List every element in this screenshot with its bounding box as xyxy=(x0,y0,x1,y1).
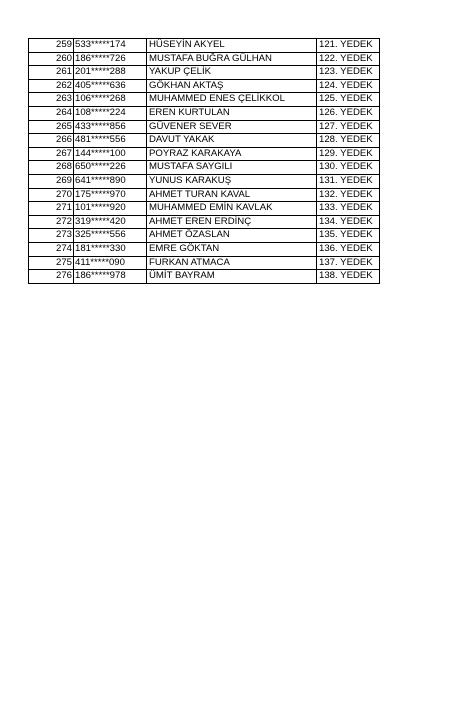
masked-id-cell: 533*****174 xyxy=(74,39,147,53)
row-number-cell: 273 xyxy=(29,229,74,243)
masked-id-cell: 201*****288 xyxy=(74,66,147,80)
masked-id-cell: 650*****226 xyxy=(74,161,147,175)
table-row xyxy=(29,93,380,107)
result-cell: 137. YEDEK xyxy=(317,256,380,270)
full-name-cell: MUSTAFA SAYGILI xyxy=(147,161,317,175)
row-number-cell: 263 xyxy=(29,93,74,107)
masked-id-cell: 319*****420 xyxy=(74,215,147,229)
full-name-cell: HÜSEYİN AKYEL xyxy=(147,39,317,53)
result-cell: 124. YEDEK xyxy=(317,79,380,93)
full-name-cell: YUNUS KARAKUŞ xyxy=(147,174,317,188)
table-row xyxy=(29,202,380,216)
table-row xyxy=(29,161,380,175)
result-cell: 129. YEDEK xyxy=(317,147,380,161)
full-name-cell: YAKUP ÇELİK xyxy=(147,66,317,80)
full-name-cell: MUHAMMED ENES ÇELİKKOL xyxy=(147,93,317,107)
result-cell: 123. YEDEK xyxy=(317,66,380,80)
table-row xyxy=(29,174,380,188)
row-number-cell: 266 xyxy=(29,134,74,148)
full-name-cell: MUSTAFA BUĞRA GÜLHAN xyxy=(147,52,317,66)
row-number-cell: 268 xyxy=(29,161,74,175)
full-name-cell: AHMET EREN ERDİNÇ xyxy=(147,215,317,229)
masked-id-cell: 186*****978 xyxy=(74,270,147,284)
row-number-cell: 264 xyxy=(29,106,74,120)
table-row xyxy=(29,256,380,270)
table-row xyxy=(29,134,380,148)
full-name-cell: DAVUT YAKAK xyxy=(147,134,317,148)
row-number-cell: 272 xyxy=(29,215,74,229)
full-name-cell: FURKAN ATMACA xyxy=(147,256,317,270)
full-name-cell: POYRAZ KARAKAYA xyxy=(147,147,317,161)
row-number-cell: 269 xyxy=(29,174,74,188)
full-name-cell: ÜMİT BAYRAM xyxy=(147,270,317,284)
table-row xyxy=(29,188,380,202)
result-cell: 131. YEDEK xyxy=(317,174,380,188)
masked-id-cell: 481*****556 xyxy=(74,134,147,148)
table-row xyxy=(29,120,380,134)
results-table xyxy=(28,38,380,284)
masked-id-cell: 433*****856 xyxy=(74,120,147,134)
table-row xyxy=(29,52,380,66)
result-cell: 122. YEDEK xyxy=(317,52,380,66)
full-name-cell: GÖKHAN AKTAŞ xyxy=(147,79,317,93)
result-cell: 136. YEDEK xyxy=(317,242,380,256)
result-cell: 125. YEDEK xyxy=(317,93,380,107)
result-cell: 127. YEDEK xyxy=(317,120,380,134)
row-number-cell: 262 xyxy=(29,79,74,93)
masked-id-cell: 106*****268 xyxy=(74,93,147,107)
row-number-cell: 267 xyxy=(29,147,74,161)
masked-id-cell: 411*****090 xyxy=(74,256,147,270)
masked-id-cell: 175*****970 xyxy=(74,188,147,202)
full-name-cell: GÜVENER SEVER xyxy=(147,120,317,134)
full-name-cell: AHMET ÖZASLAN xyxy=(147,229,317,243)
result-cell: 138. YEDEK xyxy=(317,270,380,284)
row-number-cell: 275 xyxy=(29,256,74,270)
result-cell: 132. YEDEK xyxy=(317,188,380,202)
result-cell: 135. YEDEK xyxy=(317,229,380,243)
row-number-cell: 276 xyxy=(29,270,74,284)
masked-id-cell: 144*****100 xyxy=(74,147,147,161)
table-row xyxy=(29,270,380,284)
row-number-cell: 271 xyxy=(29,202,74,216)
masked-id-cell: 181*****330 xyxy=(74,242,147,256)
masked-id-cell: 405*****636 xyxy=(74,79,147,93)
result-cell: 130. YEDEK xyxy=(317,161,380,175)
row-number-cell: 259 xyxy=(29,39,74,53)
full-name-cell: MUHAMMED EMİN KAVLAK xyxy=(147,202,317,216)
masked-id-cell: 186*****726 xyxy=(74,52,147,66)
result-cell: 128. YEDEK xyxy=(317,134,380,148)
result-cell: 121. YEDEK xyxy=(317,39,380,53)
table-row xyxy=(29,66,380,80)
table-row xyxy=(29,242,380,256)
table-row xyxy=(29,39,380,53)
row-number-cell: 274 xyxy=(29,242,74,256)
masked-id-cell: 325*****556 xyxy=(74,229,147,243)
full-name-cell: AHMET TURAN KAVAL xyxy=(147,188,317,202)
table-row xyxy=(29,79,380,93)
row-number-cell: 270 xyxy=(29,188,74,202)
result-cell: 126. YEDEK xyxy=(317,106,380,120)
masked-id-cell: 108*****224 xyxy=(74,106,147,120)
table-row xyxy=(29,147,380,161)
results-table-body xyxy=(29,39,380,284)
row-number-cell: 265 xyxy=(29,120,74,134)
row-number-cell: 261 xyxy=(29,66,74,80)
row-number-cell: 260 xyxy=(29,52,74,66)
table-row xyxy=(29,229,380,243)
result-cell: 133. YEDEK xyxy=(317,202,380,216)
result-cell: 134. YEDEK xyxy=(317,215,380,229)
masked-id-cell: 641*****890 xyxy=(74,174,147,188)
masked-id-cell: 101*****920 xyxy=(74,202,147,216)
full-name-cell: EREN KURTULAN xyxy=(147,106,317,120)
table-row xyxy=(29,215,380,229)
full-name-cell: EMRE GÖKTAN xyxy=(147,242,317,256)
table-row xyxy=(29,106,380,120)
